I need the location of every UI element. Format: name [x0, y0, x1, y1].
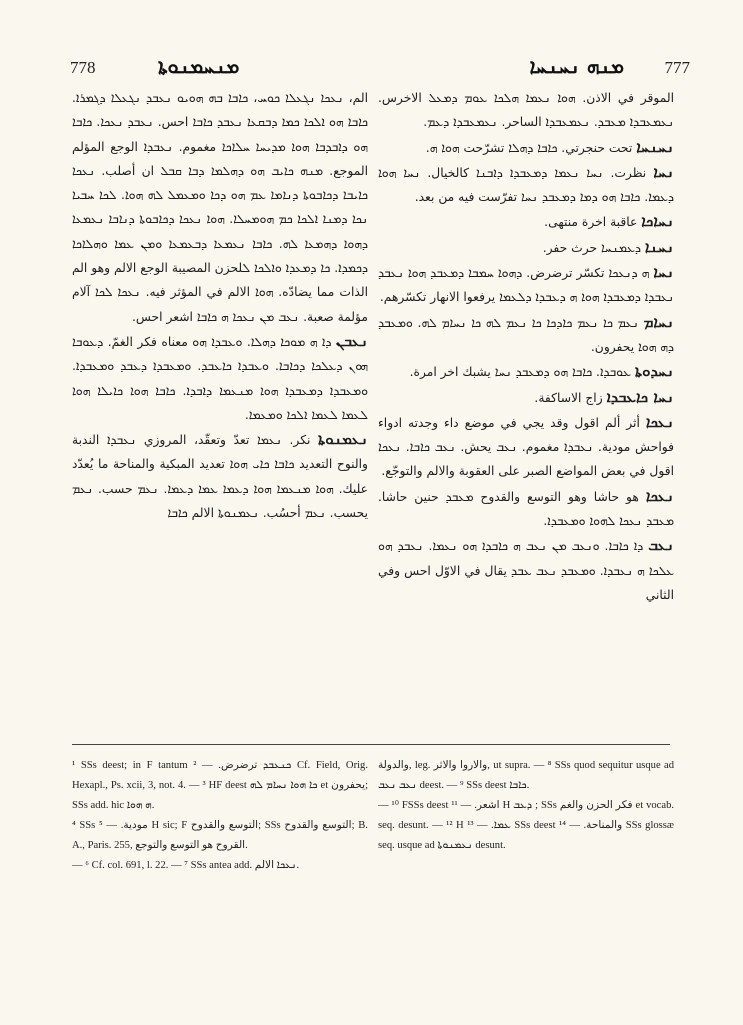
dictionary-entry: [72, 329, 368, 427]
left-footnotes: [72, 756, 368, 976]
right-text-column: [378, 86, 674, 726]
left-text-column: [72, 86, 368, 726]
entry-headword: ܢܥܟܐ: [645, 486, 674, 505]
entry-headword: ܢܚܐ: [653, 162, 674, 181]
entry-headword: ܢܚܐ ܟܐܥܒܕܐ: [606, 387, 674, 406]
entry-definition: ܕܐ ܗ ܡܘܟܐ ܕܗܠܐ. ܘܥܒܕܐ ܗܘ معناه فكر الغمّ. ܕܥܘܒܐ ܗܘܢ ܕܥܠܟܐ ܕܟܐܒܐ. ܘܥܒܕܐ ܟܐܥܒܕ. ܘܡܥܒܕܐ ܕܥܒܕ ܘܡܥܒܕܐ. ܘܡܥܒܕܐ ܕܡܥܒܕܐ ܗܘܐ ܡܢܥܡܐ ܕܐܒܕܐ. ܟܐܒܐ ܗܘܐ ܟܐܝܠܐ ܗܘܐ ܠܥܡܐ ܠܥܡܐ ܐܠܟܐ ܘܡܥܡܐ.: [72, 334, 368, 422]
entry-headword: ܢܚܢܐ: [644, 237, 674, 256]
dictionary-entry: [378, 310, 674, 360]
entry-headword: ܢܚܐ: [653, 263, 674, 282]
entry-definition: الم، ܢܥܟܐ ܢܓܥܠܐ ܟܘܚ، ܟܐܒܐ ܒܗ ܗܘܝܘ ܢܥܒܕ ܢܓܥܠܐ ܕܓܡܪܐ. ܟܐܒܐ ܗܘ ܐܠܟܐ ܟܡܐ ܕܒܩܥܐ ܢܥܒܕ ܟܐܒܐ احس. ܢܥܒܕ ܢܥܟܐ. ܟܐܒܐ ܗܘ ܕܐܒܕܒܐ ܗܘܐ ܡܕܝܚܐ ܚܠܐܟܐ مغموم. ܢܥܒܕܐ الوجع المؤلم الموجع. ܡܢܗ ܟܐܝܒ ܗܘ ܕܗܠܡܐ ܕܒܐ ܩܒܠ ان أصلب. ܢܥܟܐ ܟܐܝܒܐ ܕܟܐܒܘܬܐ ܕܢܐܡܐ ܥܡ ܗܘ ܕܟܐ ܘܡܥܡܠ ܠܗ ܗܘܐ. ܠܟܐ ܚܒܝܐ ܢܟܐ ܕܡܢܐ ܐܠܟܐ ܟܡ ܗܘܡܚܠܐ. ܗܘܐ ܢܥܟܐ ܕܟܐܒܘܬܐ ܕܢܐܒܐ ܢܥܡܥܐ ܕܗܘܐ ܕܗܡܥܐ ܠܗ. ܟܐܒܐ ܢܥܡܥܐ ܕܒܥܡܥܐ ܘܡܢ ܥܡܐ ܘܗܠܐܟܐ ܕܟܡܕܐ. ܟܐ ܕܡܥܕܐ ܘܐܠܟܐ ܠلحزن المصيبة الوجع الالم وهو الم الذات مما يضادّه. ܗܘܐ الالم في المؤثر فيه. ܢܥܟܐ ܠܟܐ آلام مؤلمة صعبة. ܢܥܒ ܡܢ ܢܥܟܐ ܗ ܟܐܒܐ اشعر احس.: [72, 91, 368, 324]
dictionary-entry: [378, 135, 674, 160]
entry-definition: نكر. ܢܥܡܐ تعدّ وتعقّد، المروزي ܢܥܒܕܐ الندبة والنوح التعديد ܟܐܒܐ ܟܐܝ ܗܘܐ تعديد المبكية والمناحة ما يُعدّد عليك. ܗܘܐ ܡܢܥܡܐ ܗܘܐ ܕܥܡܐ ܥܡܐ ܕܥܡܐ. ܢܥܡ حسب. ܢܥܡ يحسب. ܢܥܡ أحسُب. ܢܥܡܢܘܬܐ الالم ܟܐܒܐ: [72, 433, 368, 521]
right-footnotes: [378, 756, 674, 976]
footnote: ⁴ SSs مودية. — ⁵ H sic; F التوسع والقدوح; SSs التوسع والقدوح; B. A., Paris. 255, القروح هو التوسع والتوجع.: [72, 820, 368, 851]
entry-definition: ܢܥܡ ܟܐ ܢܥܡ ܟܐܕܟܐ ܟܐ ܢܥܡ ܠܗ ܟܐ ܢܚܐܡ ܠܗ. ܘܡܥܒܕ ܕܗ ܗܘܐ يحفرون.: [378, 315, 674, 354]
dictionary-entry: [378, 235, 674, 260]
dictionary-entry: [378, 359, 674, 384]
entry-headword: ܢܥܡܢܘܬܐ: [318, 430, 368, 449]
dictionary-entry: [378, 260, 674, 310]
footnote: والدولة, leg. والاروا والاثر, ut supra. — ⁸ SSs quod sequitur usque ad ܢܥܒ ܢܥܒ deest. — ⁹ SSs deest ܟܐܒܐ.: [378, 760, 674, 791]
footnote: — ¹⁰ FSSs deest اشعر. — ¹¹ H ܕܥܒ ; SSs فكر الحزن والغم et vocab. seq. desunt. — ¹² H ܥܡܐ. — ¹³ SSs deest والمناحة. — ¹⁴ SSs glossæ seq. usque ad ܢܥܡܢܘܬܐ desunt.: [378, 800, 674, 851]
entry-headword: ܢܚܢܚܐ: [636, 137, 674, 156]
right-page-number: 777: [664, 58, 690, 77]
entry-definition: هو حاشا وهو التوسع والقدوح ܡܥܒܕ حنين حاشا. ܡܥܒܕ ܢܥܟܐ ܠܗܘܐ ܘܡܥܒܕܐ.: [378, 489, 674, 529]
entry-definition: ܗ ܕܢܥܟܐ تكسّر ترضرض. ܕܗܘܐ ܚܡܒܐ ܕܡܥܒܕ ܗܘܐ ܢܥܒܕ ܢܥܒܕܐ ܕܡܥܒܕܐ ܗܘܐ ܗ ܕܥܒܕܐ ܕܠܥܡܐ يرفعوا الانهار تكسّرهم.: [378, 266, 674, 305]
dictionary-entry: [378, 410, 674, 484]
dictionary-entry: [378, 533, 674, 607]
dictionary-entry: [378, 160, 674, 210]
dictionary-entry: [378, 385, 674, 410]
entry-headword: ܢܥܒ: [648, 536, 674, 555]
footnote-divider: [72, 744, 670, 745]
entry-definition: ܕܐ ܟܐܒܐ. ܘܢܥܒ ܡܢ ܢܥܒ ܗ ܟܐܒܕܐ ܗܘ ܢܥܡܐ. ܢܥܒܕ ܗܘ ܥܠܟܐ ܗ ܢܥܒܕܐ. ܘܡܥܒܕ ܢܥܒ ܥܒܕ يقال في الاوّل احس وفي الثاني: [378, 539, 674, 602]
entry-definition: زاج الاساكفة.: [534, 390, 603, 405]
entry-headword: ܢܥܟܐ: [645, 412, 674, 431]
entry-definition: الموقر في الاذن. ܗܘܐ ܢܥܡܐ ܗܠܟܐ ܥܘܡ ܕܡܥܠ الاخرس. ܢܥܡܥܒܕܐ ܡܥܒܕ. ܢܥܡܥܒܕܐ الساحر. ܢܥܡܥܒܕܐ ܕܥܡ.: [378, 91, 674, 130]
left-page-number: 778: [70, 58, 96, 77]
dictionary-entry: [378, 484, 674, 534]
page-header: [70, 54, 690, 84]
entry-headword: ܢܚܐܟܐ: [641, 212, 674, 231]
dictionary-entry: [378, 209, 674, 234]
entry-headword: ܢܥܒܢ: [335, 331, 368, 350]
entry-definition: ܥܘܒܕܐ. ܟܐܒܐ ܗܘ ܕܡܥܒܕ ܢܚܐ يشبك اخر امرة.: [409, 365, 631, 380]
left-running-head: ܡܢܚܡܢܘܬܐ: [158, 54, 240, 78]
right-running-head: ܡܢܗ ܢܚܢܚܐ: [529, 54, 624, 78]
dictionary-entry: [378, 86, 674, 135]
footnote: — ⁶ Cf. col. 691, l. 22. — ⁷ SSs antea add. ܢܥܟܐ الالم.: [72, 860, 300, 871]
entry-definition: نظرت. ܢܚܐ ܢܥܡܐ ܕܡܥܒܕܐ ܕܐܒܢܐ كالخيال. ܢܚܐ ܗܘܐ ܕܥܡܐ. ܟܐܒܐ ܗܘ ܕܡܐ ܕܡܥܒܕ ܢܚܐ تفرّست فيه من بعد.: [378, 165, 674, 205]
dictionary-entry: [72, 86, 368, 329]
footnote: ¹ SSs deest; in F tantum ܟܢܥܒܕ ترضرض. — ² Cf. Field, Orig. Hexapl., Ps. xcii, 3, not. 4. — ³ HF deest ܟܐ ܗܘܐ ܢܚܐܡ ܠܗ et يحفرون; SSs add. hic ܗ ܗܘܐ.: [72, 760, 368, 811]
entry-headword: ܢܚܕܘܬܐ: [634, 362, 674, 381]
dictionary-entry: [72, 427, 368, 525]
entry-definition: تحت حنجرتي. ܟܐܒܐ ܕܗܠܐ تشرّحت ܗܘܐ ܗ.: [425, 140, 633, 155]
entry-definition: عاقبة اخرة منتهى.: [544, 215, 638, 230]
entry-definition: أثر ألم اقول وقد يجي في موضع داء وجدته ادواء فواحش مودية. ܢܥܒܕܐ مغموم. ܢܥܒ يحش. ܢܥܒ ܟܐܒܐ. ܢܥܟܐ اقول في بعض المواضع الصبر على العقوبة والالم والتوجّع.: [378, 415, 674, 479]
entry-headword: ܢܚܐܡ: [643, 312, 674, 331]
entry-definition: ܕܥܡܢܚܐ حرث حفر.: [542, 240, 641, 255]
